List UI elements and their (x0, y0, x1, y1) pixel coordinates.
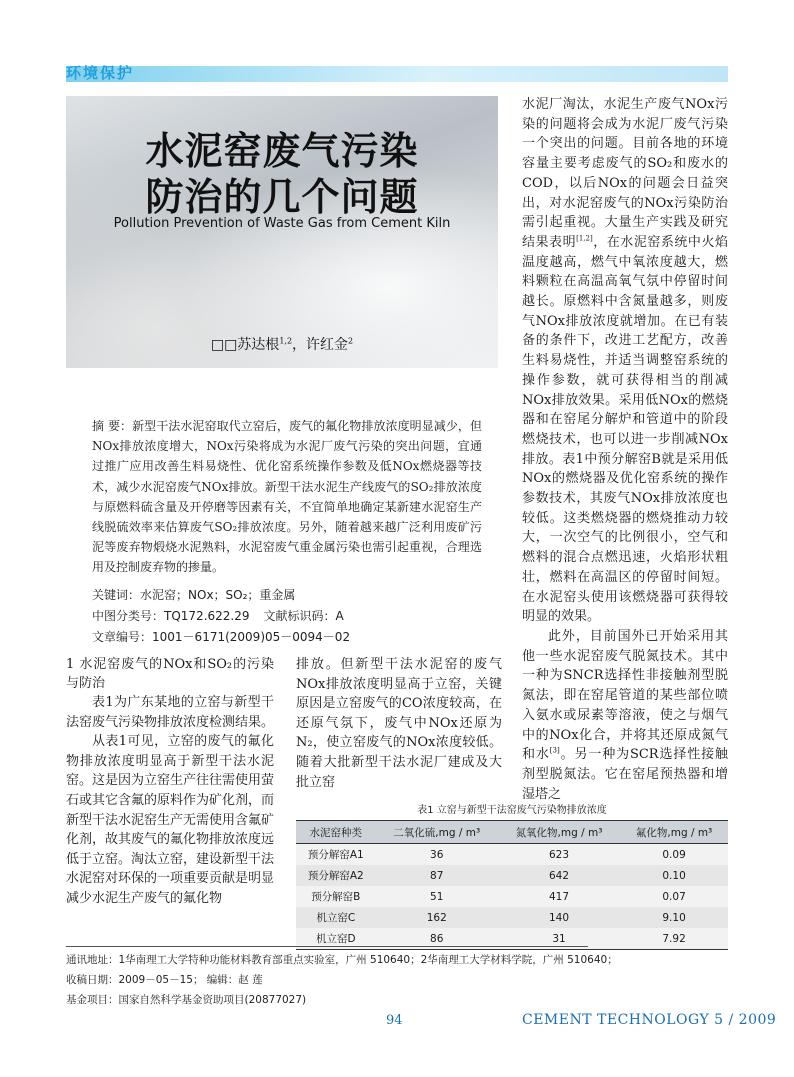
table-row (296, 907, 728, 928)
article-label: 文章编号： (92, 630, 153, 644)
paragraph-text: 。另一种为SCR选择性接触剂型脱氮法。它在窑尾预热器和增湿塔之 (522, 747, 728, 802)
footnote-divider (66, 946, 588, 947)
table-cell: 31 (498, 928, 620, 950)
table-caption: 表1 立窑与新型干法窑废气污染物排放浓度 (417, 805, 607, 816)
abstract-text: 新型干法水泥窑取代立窑后，废气的氟化物排放浓度明显减少，但NOx排放浓度增大，NOx污染将成为水泥厂废气污染的突出问题，宜通过推广应用改善生料易烧性、优化窑系统操作参数及低NOx燃烧器等技术，减少水泥窑废气NOx排放。新型干法水泥生产线废气的SO₂排放浓度与原燃料硫含量及开停磨等因素有关，不宜简单地确定某新建水泥窑生产线脱硫效率来估算废气SO₂排放浓度。另外，随着越来越广泛利用废矿污泥等废弃物煅烧水泥熟料，水泥窑废气重金属污染也需引起重视，合理选用及控制废弃物的掺量。 (92, 419, 482, 575)
table-1 (296, 801, 728, 950)
clc-label: 中图分类号： (92, 609, 165, 623)
title-english: Pollution Prevention of Waste Gas from Cement Kiln (113, 216, 451, 231)
author-1-affil: 1,2 (279, 336, 293, 346)
author-2: ，许红金 (292, 337, 349, 353)
article-value: 1001－6171(2009)05－0094－02 (152, 630, 351, 644)
data-table (296, 820, 728, 950)
table-cell: 36 (376, 844, 498, 866)
paragraph (522, 95, 728, 627)
table-cell: 机立窑D (296, 928, 376, 950)
table-cell: 162 (376, 907, 498, 928)
paragraph: 从表1可见，立窑的废气的氟化物排放浓度明显高于新型干法水泥窑。这是因为立窑生产往往需使用萤石或其它含氟的原料作为矿化剂，而新型干法水泥窑生产无需使用含氟矿化剂，故其废气的氟化物排放浓度远低于立窑。淘汰立窑，建设新型干法水泥窑对环保的一项重要贡献是明显减少水泥生产废气的氟化物 (66, 734, 275, 906)
section-label: 环境保护 (66, 64, 135, 82)
table-cell: 预分解窑A1 (296, 844, 376, 866)
table-cell: 0.07 (620, 886, 728, 907)
page-number: 94 (386, 1013, 403, 1028)
table-cell: 642 (498, 865, 620, 886)
table-cell: 0.09 (620, 844, 728, 866)
table-cell: 87 (376, 865, 498, 886)
journal-name: CEMENT TECHNOLOGY 5 / 2009 (522, 1012, 777, 1028)
paragraph: 排放。但新型干法水泥窑的废气NOx排放浓度明显高于立窑，关键原因是立窑废气的CO浓度较高，在还原气氛下，废气中NOx还原为N₂，使立窑废气的NOx浓度较低。随着大批新型干法水泥厂建成及大批立窑 (296, 657, 502, 790)
column-header: 二氧化硫,mg / m³ (376, 821, 498, 844)
column-header: 氟化物,mg / m³ (620, 821, 728, 844)
table-cell: 0.10 (620, 865, 728, 886)
abstract-label: 摘 要： (92, 419, 133, 433)
footnote-address: 通讯地址：1华南理工大学特种功能材料教育部重点实验室，广州 510640；2华南理工大学材料学院，广州 510640； (66, 954, 618, 966)
citation: [1,2] (576, 234, 593, 243)
table-cell: 9.10 (620, 907, 728, 928)
keywords (92, 586, 492, 603)
table-cell: 140 (498, 907, 620, 928)
table-cell: 7.92 (620, 928, 728, 950)
right-column-top (522, 95, 728, 804)
paragraph-text: 此外，目前国外已开始采用其他一些水泥窑废气脱氮技术。其中一种为SNCR选择性非接触剂型脱氮法，即在窑尾管道的某些部位喷入氨水或尿素等溶液，使之与烟气中的NOx化合，并将其还原成氮气和水 (522, 628, 728, 763)
doc-code-value: A (335, 609, 344, 623)
classification (92, 607, 492, 624)
table-row (296, 865, 728, 886)
abstract (92, 416, 482, 578)
title-line-2: 防治的几个问题 (145, 175, 419, 219)
clc-value: TQ172.622.29 (164, 609, 250, 623)
left-column (66, 655, 274, 909)
citation: [3] (549, 746, 560, 755)
keywords-label: 关键词： (92, 588, 141, 602)
table-cell: 86 (376, 928, 498, 950)
column-header: 氮氧化物,mg / m³ (498, 821, 620, 844)
table-cell: 51 (376, 886, 498, 907)
table-cell: 623 (498, 844, 620, 866)
section-heading: 1 水泥窑废气的NOx和SO₂的污染与防治 (66, 657, 274, 691)
table-cell: 417 (498, 886, 620, 907)
footnote-fund: 基金项目：国家自然科学基金资助项目(20877027) (66, 994, 307, 1006)
author-2-affil: 2 (348, 336, 354, 346)
table-cell: 预分解窑A2 (296, 865, 376, 886)
paragraph-text: ，在水泥窑系统中火焰温度越高，燃气中氧浓度越大，燃料颗粒在高温高氧气氛中停留时间越长。原燃料中含氮量越多，则废气NOx排放浓度就增加。在已有装备的条件下，改进工艺配方，改善生料易烧性，并适当调整窑系统的操作参数，就可获得相当的削减NOx排放效果。采用低NOx的燃烧器和在窑尾分解炉和管道中的阶段燃烧技术，也可以进一步削减NOx排放。表1中预分解窑B就是采用低NOx的燃烧器及优化窑系统的操作参数技术，其废气NOx排放浓度也较低。这类燃烧器的燃烧推动力较大，一次空气的比例很小，空气和燃料的混合点燃迅速，火焰形状粗壮，燃料在高温区的停留时间短。在水泥窑头使用该燃烧器可获得较明显的效果。 (522, 234, 728, 625)
table-row (296, 886, 728, 907)
author-1: □□苏达根 (210, 337, 280, 353)
article-number (92, 628, 492, 645)
title-line-1: 水泥窑废气污染 (145, 129, 419, 173)
table-header-row (296, 821, 728, 844)
table-row (296, 844, 728, 866)
keywords-value: 水泥窑；NOx；SO₂；重金属 (140, 588, 296, 602)
title-banner (66, 96, 498, 368)
paragraph: 表1为广东某地的立窑与新型干法窑废气污染物排放浓度检测结果。 (66, 695, 275, 730)
paragraph-text: 水泥厂淘汰，水泥生产废气NOx污染的问题将会成为水泥厂废气污染一个突出的问题。目前各地的环境容量主要考虑废气的SO₂和废水的COD，以后NOx的问题会日益突出，对水泥窑废气的NOx污染防治需引起重视。大量生产实践及研究结果表明 (522, 97, 728, 250)
header-bar (66, 66, 728, 82)
paragraph (522, 627, 728, 804)
column-header: 水泥窑种类 (296, 821, 376, 844)
doc-code-label: 文献标识码： (263, 609, 336, 623)
table-cell: 机立窑C (296, 907, 376, 928)
footnote-received: 收稿日期：2009－05－15； 编辑：赵 莲 (66, 974, 263, 986)
authors (66, 334, 498, 354)
middle-column (296, 655, 502, 792)
table-cell: 预分解窑B (296, 886, 376, 907)
